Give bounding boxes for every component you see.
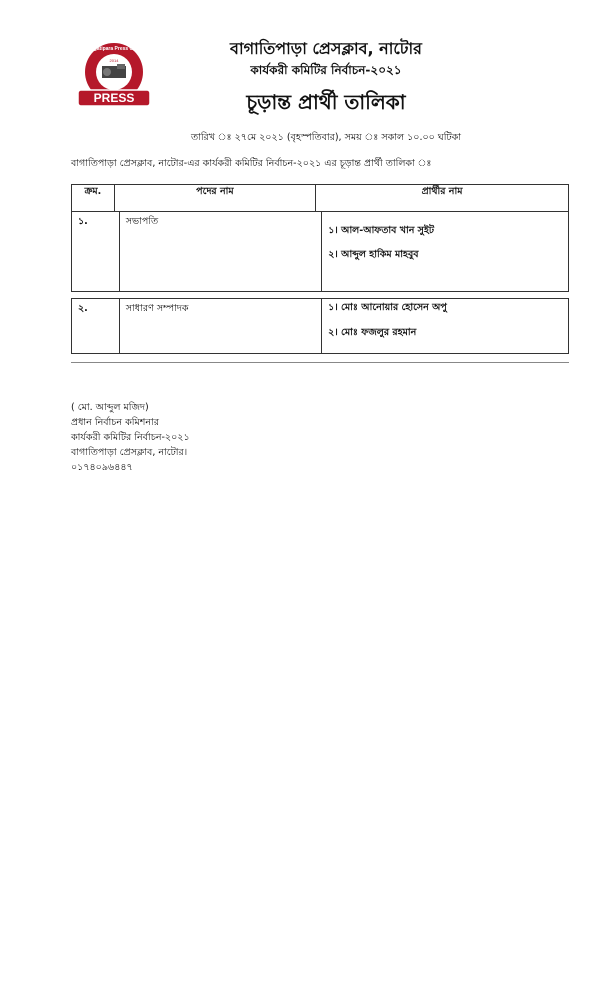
candidate-table-row — [71, 211, 569, 292]
row-post: সাধারণ সম্পাদক — [119, 299, 321, 354]
page-title: চূড়ান্ত প্রার্থী তালিকা — [246, 90, 406, 114]
candidate-name: ২। মোঃ ফজলুর রহমান — [328, 327, 417, 338]
row-serial: ১. — [72, 212, 120, 292]
header-serial: ক্রম. — [72, 185, 115, 212]
candidate-table-header — [71, 184, 569, 212]
signatory-committee: কার্যকরী কমিটির নির্বাচন-২০২১ — [71, 432, 190, 443]
candidate-table-row — [71, 298, 569, 354]
header-candidate: প্রার্থীর নাম — [316, 185, 569, 212]
logo-banner-text: PRESS — [93, 91, 135, 105]
signatory-org: বাগাতিপাড়া প্রেসক্লাব, নাটোর। — [71, 447, 188, 458]
row-candidates — [322, 299, 569, 354]
org-name: বাগাতিপাড়া প্রেসক্লাব, নাটোর — [230, 39, 422, 58]
signatory-title: প্রধান নির্বাচন কমিশনার — [71, 417, 160, 428]
intro-text: বাগাতিপাড়া প্রেসক্লাব, নাটোর-এর কার্যকরী কমিটির নির্বাচন-২০২১ এর চূড়ান্ত প্রার্থী তালিকা ঃ — [71, 158, 432, 169]
candidate-name: ১। মোঃ আনোয়ার হোসেন অপু — [328, 302, 447, 313]
candidate-name: ১। আল-আফতাব খান সুইট — [328, 225, 435, 236]
date-time-line: তারিখ ঃ ২৭মে ২০২১ (বৃহস্পতিবার), সময় ঃ সকাল ১০.০০ ঘটিকা — [190, 132, 462, 143]
signature-block — [71, 400, 190, 475]
header-post: পদের নাম — [114, 185, 315, 212]
divider — [71, 362, 569, 363]
logo-year-text: 2014 — [109, 58, 119, 63]
row-post: সভাপতি — [119, 212, 321, 292]
signatory-phone: ০১৭৪০৯৬৪৪৭ — [71, 462, 133, 473]
election-subtitle: কার্যকরী কমিটির নির্বাচন-২০২১ — [250, 63, 402, 77]
logo-ring-text: Bagatipara Press Club — [87, 46, 141, 52]
candidate-name: ২। আব্দুল হাকিম মাহবুব — [328, 249, 419, 260]
signatory-name: ( মো. আব্দুল মজিদ) — [71, 402, 149, 413]
row-serial: ২. — [72, 299, 120, 354]
row-candidates — [322, 212, 569, 292]
